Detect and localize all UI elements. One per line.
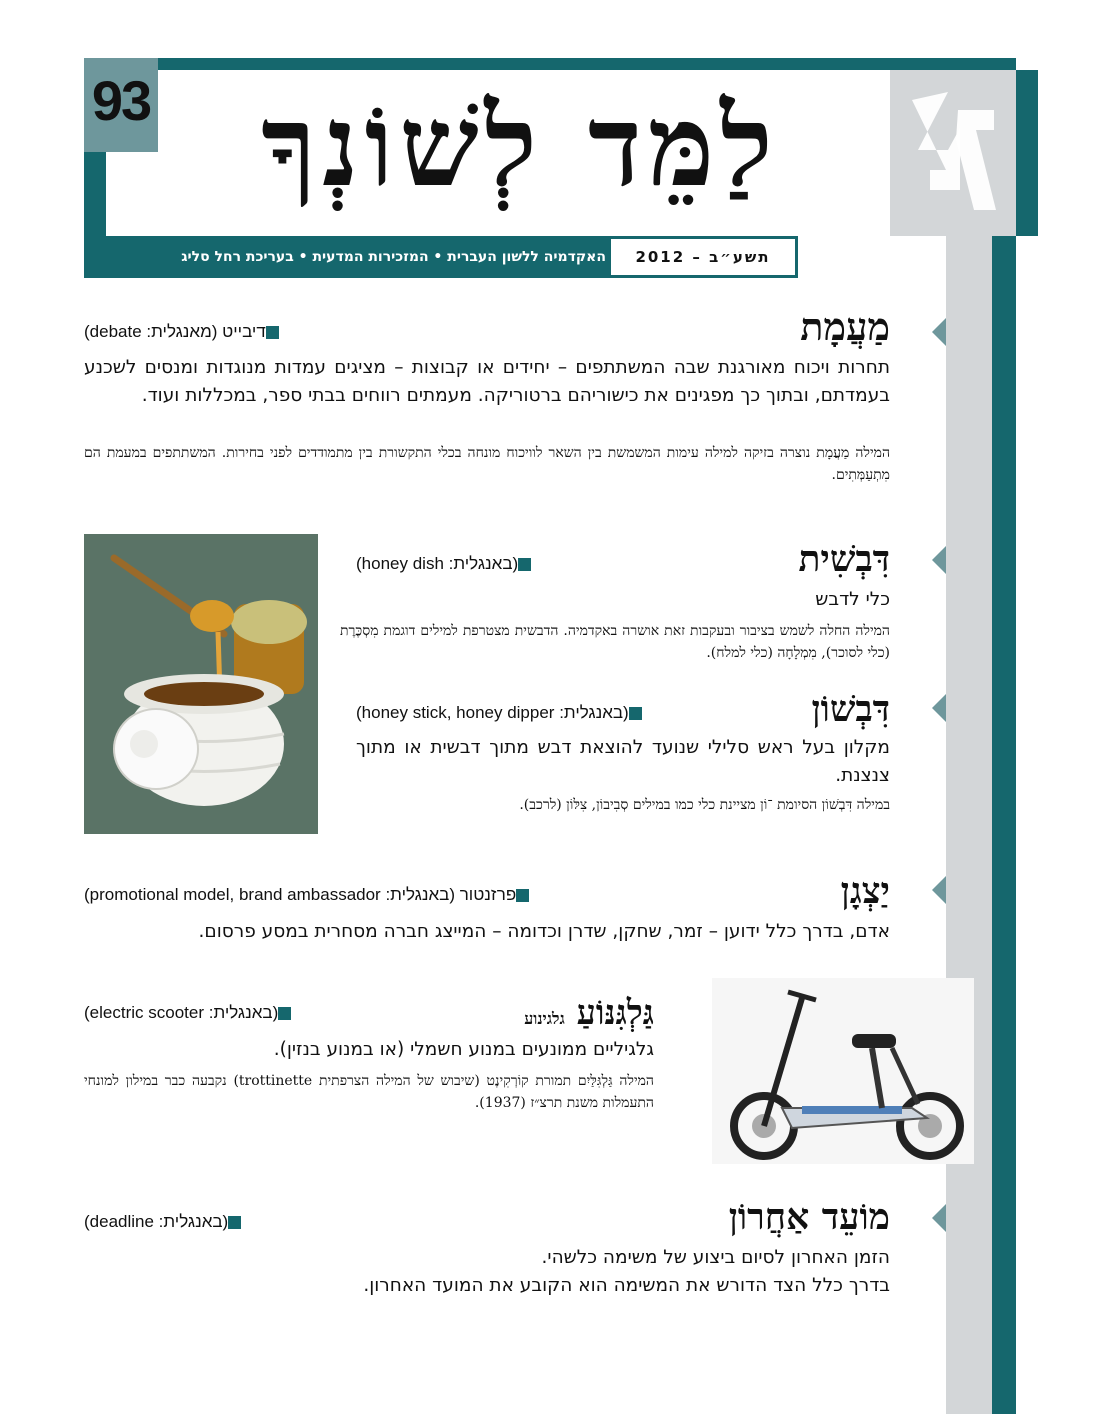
issue-number-box (84, 58, 158, 152)
foreign-term (84, 1212, 249, 1232)
headword-plain-spelling: גלגינוע (524, 1009, 565, 1028)
square-bullet-icon (629, 707, 642, 720)
foreign-term (84, 1003, 299, 1023)
usage-note: במילה דִּבְשׁוֹן הסיומת ־וֹן מציינת כלי כמו במילים סְבִיבוֹן, צִלּוֹן (לרכב). (519, 797, 890, 813)
entry-marker-arrow (932, 694, 946, 722)
electric-scooter-illustration (712, 978, 974, 1164)
honey-dish-illustration (84, 534, 318, 834)
issue-number: 93 (91, 69, 151, 132)
publisher-line: האקדמיה ללשון העברית • המזכירות המדעית • בעריכת רחל סליג (181, 249, 606, 265)
square-bullet-icon (266, 326, 279, 339)
definition: אדם, בדרך כלל ידוען – זמר, שחקן, שדרן וכדומה – המייצג חברה מסחרית במסע פרסום. (198, 921, 890, 942)
square-bullet-icon (518, 558, 531, 571)
right-grey-column (946, 236, 992, 1414)
headword: מַעֲמָת (800, 304, 890, 349)
foreign-term-text: (באנגלית: honey dish) (356, 554, 519, 573)
header-right-bar (1016, 70, 1038, 236)
electric-scooter-image (712, 978, 974, 1164)
definition: כלי לדבש (815, 589, 890, 610)
foreign-term-text: דיבייט (מאנגלית: debate) (84, 322, 266, 341)
foreign-term-text: (באנגלית: electric scooter) (84, 1003, 279, 1022)
headword-main: גַּלְגִּנּוֹעַ (576, 993, 654, 1033)
foreign-term-text: פרזנטור (באנגלית: promotional model, brand ambassador) (84, 885, 517, 904)
headword: דִּבְשִׁית (798, 538, 890, 580)
header-top-bar (84, 58, 1016, 70)
square-bullet-icon (516, 889, 529, 902)
entry-marker-arrow (932, 876, 946, 904)
honey-dish-image (84, 534, 318, 834)
foreign-term (84, 885, 537, 905)
headword: דִּבְשׁוֹן (811, 688, 890, 730)
usage-note: המילה מַעֲמָת נוצרה בזיקה למילה עימות המשמשת בין השאר לוויכוח מונחה בכלי התקשורת בין מתמודדים לפני בחירות. המשתתפים במעמת הם מִתְעַמְּתִים. (84, 445, 890, 483)
foreign-term (356, 554, 539, 574)
headword: מוֹעֵד אַחֲרוֹן (728, 1196, 890, 1238)
definition: תחרות ויכוח מאורגנת שבה המשתתפים – יחידים או קבוצות – מציגים עמדות מנוגדות ומנסים לשכנע בעמדתם, ובתוך כך מפגינים את כישוריהם ברטוריקה. מעמתים רווחים בבתי ספר, במכללות ועוד. (84, 357, 890, 406)
headword: יַצְגָן (840, 870, 890, 912)
entry-marker-arrow (932, 1204, 946, 1232)
square-bullet-icon (278, 1007, 291, 1020)
right-teal-column (992, 236, 1016, 1414)
year-label: תשע״ב – 2012 (610, 238, 796, 276)
foreign-term (356, 703, 650, 723)
entry-marker-arrow (932, 318, 946, 346)
definition: הזמן האחרון לסיום ביצוע של משימה כלשהי. (541, 1247, 890, 1268)
foreign-term-text: (באנגלית: honey stick, honey dipper) (356, 703, 629, 722)
square-bullet-icon (228, 1216, 241, 1229)
entry-marker-arrow (932, 546, 946, 574)
foreign-term-text: (באנגלית: deadline) (84, 1212, 229, 1231)
definition: מקלון בעל ראש סלילי שנועד להוצאת דבש מתוך דבשית או מתוך צנצנת. (356, 737, 890, 786)
usage-note: המילה החלה לשמש בציבור ובעקבות זאת אושרה באקדמיה. הדבשית מצטרפת למילים דוגמת מִסְכֶּרֶת (כלי לסוכר), מִמְלָחָה (כלי למלח). (340, 623, 890, 661)
academy-logo (890, 70, 1016, 236)
definition-continued: בדרך כלל הצד הדורש את המשימה הוא הקובע את המועד האחרון. (363, 1275, 890, 1296)
foreign-term (84, 322, 287, 342)
page-title: לַמֵּד לְשׁוֹנְךָ (261, 81, 779, 212)
definition: גלגיליים ממונעים במנוע חשמלי (או במנוע בנזין). (273, 1039, 654, 1060)
usage-note: המילה גַּלְגִּלַּיִם תמורת קוֹרְקִינֶט (שיבוש של המילה הצרפתית trottinette) נקבעה כבר במילון למונחי התעמלות משנת תרצ״ז (1937). (84, 1073, 654, 1111)
academy-logo-icon (890, 70, 1016, 236)
